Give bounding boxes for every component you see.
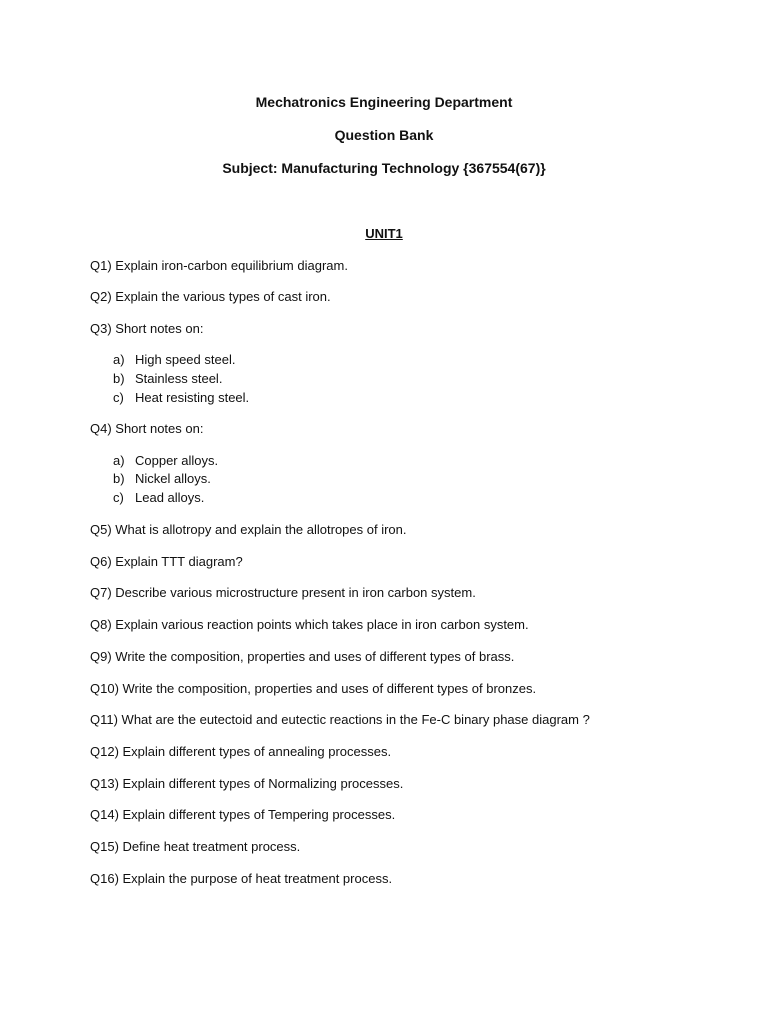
- question-4-item-c: [113, 490, 204, 506]
- question-9: Q9) Write the composition, properties and uses of different types of brass.: [90, 649, 515, 664]
- question-7: Q7) Describe various microstructure present in iron carbon system.: [90, 585, 476, 600]
- question-6: Q6) Explain TTT diagram?: [90, 554, 243, 569]
- unit-heading-text: UNIT1: [365, 226, 403, 241]
- list-marker: b): [113, 471, 125, 486]
- list-marker: a): [113, 453, 125, 468]
- question-15: Q15) Define heat treatment process.: [90, 839, 301, 854]
- question-3-item-a: [113, 352, 235, 368]
- subject-line: Subject: Manufacturing Technology {367554(67)}: [222, 160, 546, 176]
- list-marker: b): [113, 371, 125, 386]
- question-10: Q10) Write the composition, properties and uses of different types of bronzes.: [90, 681, 537, 696]
- list-item-text: Heat resisting steel.: [135, 390, 250, 405]
- question-5: Q5) What is allotropy and explain the allotropes of iron.: [90, 522, 407, 537]
- question-13: Q13) Explain different types of Normalizing processes.: [90, 776, 404, 791]
- question-3-item-b: [113, 371, 222, 387]
- question-12: Q12) Explain different types of annealing processes.: [90, 744, 392, 759]
- question-2: Q2) Explain the various types of cast iron.: [90, 289, 331, 304]
- list-marker: a): [113, 352, 125, 367]
- list-item-text: High speed steel.: [135, 352, 236, 367]
- question-3: Q3) Short notes on:: [90, 321, 204, 336]
- unit-heading: [0, 226, 768, 242]
- list-item-text: Nickel alloys.: [135, 471, 211, 486]
- list-item-text: Lead alloys.: [135, 490, 205, 505]
- question-11: Q11) What are the eutectoid and eutectic reactions in the Fe-C binary phase diagram ?: [90, 712, 590, 727]
- list-marker: c): [113, 390, 124, 405]
- list-item-text: Copper alloys.: [135, 453, 219, 468]
- question-1: Q1) Explain iron-carbon equilibrium diagram.: [90, 258, 348, 273]
- question-4-item-b: [113, 471, 211, 487]
- question-3-item-c: [113, 390, 249, 406]
- question-bank-title: Question Bank: [334, 127, 434, 143]
- question-16: Q16) Explain the purpose of heat treatment process.: [90, 871, 393, 886]
- list-marker: c): [113, 490, 124, 505]
- question-4: Q4) Short notes on:: [90, 421, 204, 436]
- list-item-text: Stainless steel.: [135, 371, 223, 386]
- question-14: Q14) Explain different types of Tempering processes.: [90, 807, 396, 822]
- question-8: Q8) Explain various reaction points which takes place in iron carbon system.: [90, 617, 529, 632]
- department-heading: Mechatronics Engineering Department: [255, 94, 513, 110]
- question-4-item-a: [113, 453, 218, 469]
